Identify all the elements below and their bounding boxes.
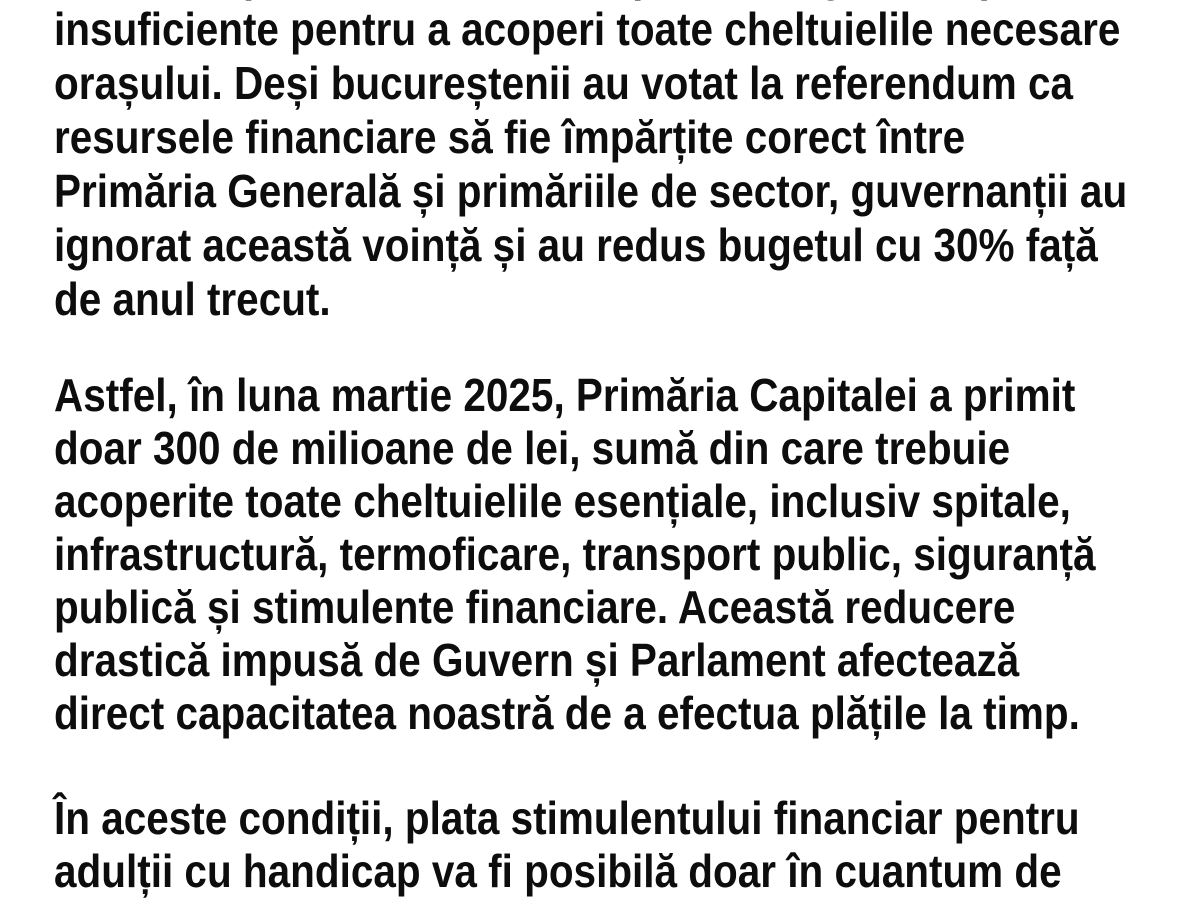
text-line: insuficiente pentru a acoperi toate cheltuielile necesare	[54, 3, 1121, 55]
text-line: ignorat această voință și au redus bugetul cu 30% față	[54, 219, 1098, 271]
paragraph-3	[54, 792, 1080, 898]
text-line: Astfel, în luna martie 2025, Primăria Capitalei a primit	[54, 369, 1076, 421]
paragraph-1	[54, 0, 1192, 326]
text-line: acoperite toate cheltuielile esențiale, inclusiv spitale,	[54, 475, 1071, 527]
paragraph-2	[54, 369, 1095, 740]
text-line: adulții cu handicap va fi posibilă doar în cuantum de	[54, 845, 1062, 897]
text-line: infrastructură, termoficare, transport public, siguranță	[54, 528, 1096, 580]
text-line: direct capacitatea noastră de a efectua plățile la timp.	[54, 687, 1080, 739]
text-line: doar 300 de milioane de lei, sumă din care trebuie	[54, 422, 1011, 474]
text-line: resursele financiare să fie împărțite corect între	[54, 111, 966, 163]
text-line: În aceste condiții, plata stimulentului financiar pentru	[54, 792, 1080, 844]
text-line: orașului. Deși bucureștenii au votat la referendum ca	[54, 57, 1074, 109]
text-line: Primăria Generală și primăriile de sector, guvernanții au	[54, 165, 1128, 217]
text-line: de anul trecut.	[54, 273, 331, 325]
text-line: publică și stimulente financiare. Această reducere	[54, 581, 1016, 633]
text-line: drastică impusă de Guvern și Parlament afectează	[54, 634, 1020, 686]
